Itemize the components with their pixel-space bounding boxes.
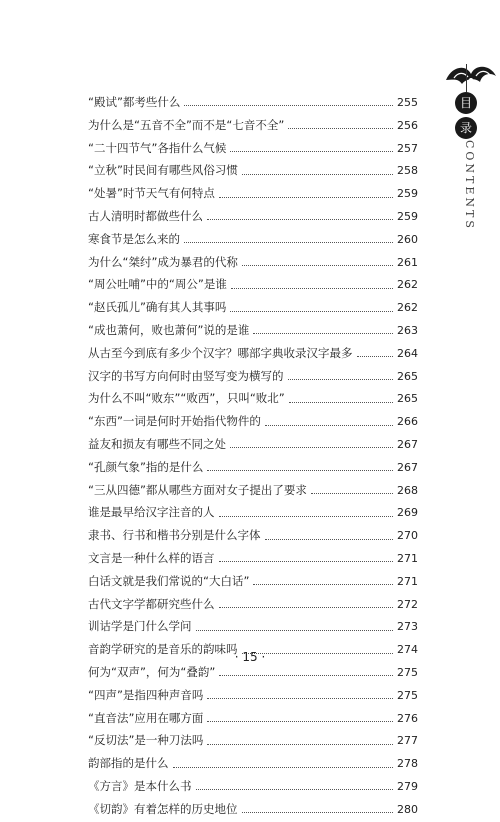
toc-entry-page: 257 [397, 141, 418, 155]
toc-entry[interactable] [88, 342, 418, 365]
toc-leader-dots [184, 241, 393, 243]
toc-entry[interactable] [88, 433, 418, 456]
toc-leader-dots [230, 310, 393, 312]
toc-leader-dots [253, 583, 393, 585]
toc-entry-page: 278 [397, 757, 418, 771]
toc-entry[interactable] [88, 91, 418, 114]
toc-entry-page: 262 [397, 278, 418, 292]
toc-leader-dots [230, 446, 393, 448]
toc-leader-dots [231, 287, 393, 289]
toc-entry-title: 《切韵》有着怎样的历史地位 [88, 801, 238, 816]
toc-entry-title: “处暑”时节天气有何特点 [88, 186, 215, 201]
toc-entry-page: 265 [397, 369, 418, 383]
toc-entry-page: 275 [397, 665, 418, 679]
toc-leader-dots [242, 811, 394, 813]
toc-entry[interactable] [88, 456, 418, 479]
toc-entry-title: 古人清明时都做些什么 [88, 208, 203, 223]
toc-entry-page: 266 [397, 415, 418, 429]
toc-entry-page: 279 [397, 779, 418, 793]
toc-leader-dots [242, 173, 393, 175]
toc-entry-title: “周公吐哺”中的“周公”是谁 [88, 277, 227, 292]
contents-circle-1: 目 [455, 92, 477, 114]
toc-entry-title: “二十四节气”各指什么气候 [88, 140, 227, 155]
toc-entry-title: 《方言》是本什么书 [88, 778, 192, 793]
toc-entry[interactable] [88, 319, 418, 342]
toc-entry-page: 272 [397, 597, 418, 611]
toc-entry-title: 隶书、行书和楷书分别是什么字体 [88, 528, 261, 543]
contents-vertical-label: CONTENTS [463, 140, 476, 231]
toc-entry-title: 寒食节是怎么来的 [88, 231, 180, 246]
toc-entry-title: 文言是一种什么样的语言 [88, 550, 215, 565]
contents-circle-2: 录 [455, 117, 477, 139]
toc-leader-dots [242, 264, 393, 266]
toc-entry-title: 训诂学是门什么学问 [88, 619, 192, 634]
toc-entry-page: 276 [397, 711, 418, 725]
page-number: · 15 · [234, 650, 266, 664]
toc-entry-title: “三从四德”都从哪些方面对女子提出了要求 [88, 482, 307, 497]
toc-entry[interactable] [88, 251, 418, 274]
toc-entry-page: 268 [397, 483, 418, 497]
toc-entry-title: 益友和损友有哪些不同之处 [88, 436, 226, 451]
toc-entry[interactable] [88, 501, 418, 524]
toc-entry-title: “孔颜气象”指的是什么 [88, 459, 204, 474]
toc-entry-title: 谁是最早给汉字注音的人 [88, 505, 215, 520]
toc-entry-page: 270 [397, 529, 418, 543]
toc-entry[interactable] [88, 729, 418, 752]
toc-leader-dots [253, 332, 393, 334]
toc-entry-title: “成也萧何，败也萧何”说的是谁 [88, 322, 250, 337]
toc-leader-dots [219, 560, 394, 562]
toc-leader-dots [207, 218, 393, 220]
toc-entry[interactable] [88, 707, 418, 730]
toc-entry[interactable] [88, 752, 418, 775]
toc-leader-dots [207, 469, 393, 471]
toc-entry-page: 271 [397, 574, 418, 588]
toc-entry-page: 261 [397, 255, 418, 269]
toc-entry-title: “殿试”都考些什么 [88, 95, 181, 109]
toc-entry[interactable] [88, 205, 418, 228]
toc-leader-dots [265, 538, 394, 540]
toc-entry-page: 265 [397, 392, 418, 406]
toc-entry-title: “赵氏孤儿”确有其人其事吗 [88, 300, 227, 315]
toc-entry-page: 259 [397, 187, 418, 201]
toc-entry-page: 274 [397, 643, 418, 657]
toc-entry-title: “四声”是指四种声音吗 [88, 687, 204, 702]
toc-leader-dots [184, 104, 393, 106]
toc-entry[interactable] [88, 615, 418, 638]
toc-entry-title: 为什么不叫“败东”“败西”，只叫“败北” [88, 391, 285, 406]
toc-entry-page: 267 [397, 460, 418, 474]
toc-entry[interactable] [88, 570, 418, 593]
toc-entry[interactable] [88, 273, 418, 296]
toc-entry-title: 汉字的书写方向何时由竖写变为横写的 [88, 368, 284, 383]
toc-entry-title: 为什么“桀纣”成为暴君的代称 [88, 254, 238, 269]
toc-entry[interactable] [88, 684, 418, 707]
toc-entry-title: “立秋”时民间有哪些风俗习惯 [88, 163, 238, 178]
toc-entry[interactable] [88, 593, 418, 616]
cloud-ornament-icon [444, 58, 498, 94]
toc-entry-title: “反切法”是一种刀法吗 [88, 733, 204, 748]
toc-leader-dots [173, 766, 394, 768]
toc-entry[interactable] [88, 387, 418, 410]
toc-leader-dots [207, 720, 393, 722]
toc-entry[interactable] [88, 547, 418, 570]
toc-leader-dots [196, 629, 394, 631]
toc-entry[interactable] [88, 114, 418, 137]
toc-entry-page: 275 [397, 688, 418, 702]
toc-entry-title: 古代文字学都研究些什么 [88, 596, 215, 611]
toc-entry-title: 为什么是“五音不全”而不是“七音不全” [88, 117, 285, 132]
toc-entry[interactable] [88, 159, 418, 182]
toc-entry-page: 264 [397, 346, 418, 360]
toc-entry[interactable] [88, 661, 418, 684]
toc-leader-dots [289, 401, 393, 403]
toc-leader-dots [357, 355, 394, 357]
toc-entry[interactable] [88, 365, 418, 388]
toc-entry-page: 273 [397, 620, 418, 634]
toc-leader-dots [230, 150, 393, 152]
toc-entry-page: 256 [397, 118, 418, 132]
toc-entry[interactable] [88, 296, 418, 319]
toc-entry-page: 262 [397, 301, 418, 315]
toc-entry-page: 269 [397, 506, 418, 520]
toc-entry[interactable] [88, 479, 418, 502]
decor-line [466, 64, 467, 92]
toc-entry-title: 何为“双声”，何为“叠韵” [88, 664, 216, 679]
toc-leader-dots [288, 127, 393, 129]
toc-leader-dots [288, 378, 394, 380]
toc-entry[interactable] [88, 524, 418, 547]
toc-entry[interactable] [88, 137, 418, 160]
toc-entry[interactable] [88, 775, 418, 798]
toc-entry-page: 259 [397, 209, 418, 223]
toc-leader-dots [219, 515, 394, 517]
toc-entry-title: “东西”一词是何时开始指代物件的 [88, 414, 261, 429]
toc-entry-title: 音韵学研究的是音乐的韵味吗 [88, 642, 238, 657]
toc-leader-dots [219, 606, 394, 608]
toc-entry-page: 260 [397, 232, 418, 246]
toc-entry-page: 280 [397, 802, 418, 816]
toc-leader-dots [219, 674, 393, 676]
toc-leader-dots [265, 424, 393, 426]
toc-entry-page: 267 [397, 437, 418, 451]
toc-entry[interactable] [88, 410, 418, 433]
toc-entry[interactable] [88, 798, 418, 821]
toc-entry[interactable] [88, 182, 418, 205]
toc-entry-page: 258 [397, 164, 418, 178]
toc-entry-title: 韵部指的是什么 [88, 756, 169, 771]
toc-entry-page: 255 [397, 96, 418, 109]
toc-entry-title: 白话文就是我们常说的“大白话” [88, 573, 250, 588]
toc-entry-title: 从古至今到底有多少个汉字？哪部字典收录汉字最多 [88, 345, 353, 360]
toc-entry-title: “直音法”应用在哪方面 [88, 710, 204, 725]
toc-entry[interactable] [88, 228, 418, 251]
toc-leader-dots [207, 697, 393, 699]
toc-entry-page: 263 [397, 323, 418, 337]
toc-leader-dots [219, 196, 393, 198]
toc-entry-page: 277 [397, 734, 418, 748]
toc-entry-page: 271 [397, 551, 418, 565]
toc-leader-dots [207, 743, 393, 745]
toc-leader-dots [311, 492, 393, 494]
table-of-contents [88, 91, 418, 821]
toc-leader-dots [196, 788, 394, 790]
